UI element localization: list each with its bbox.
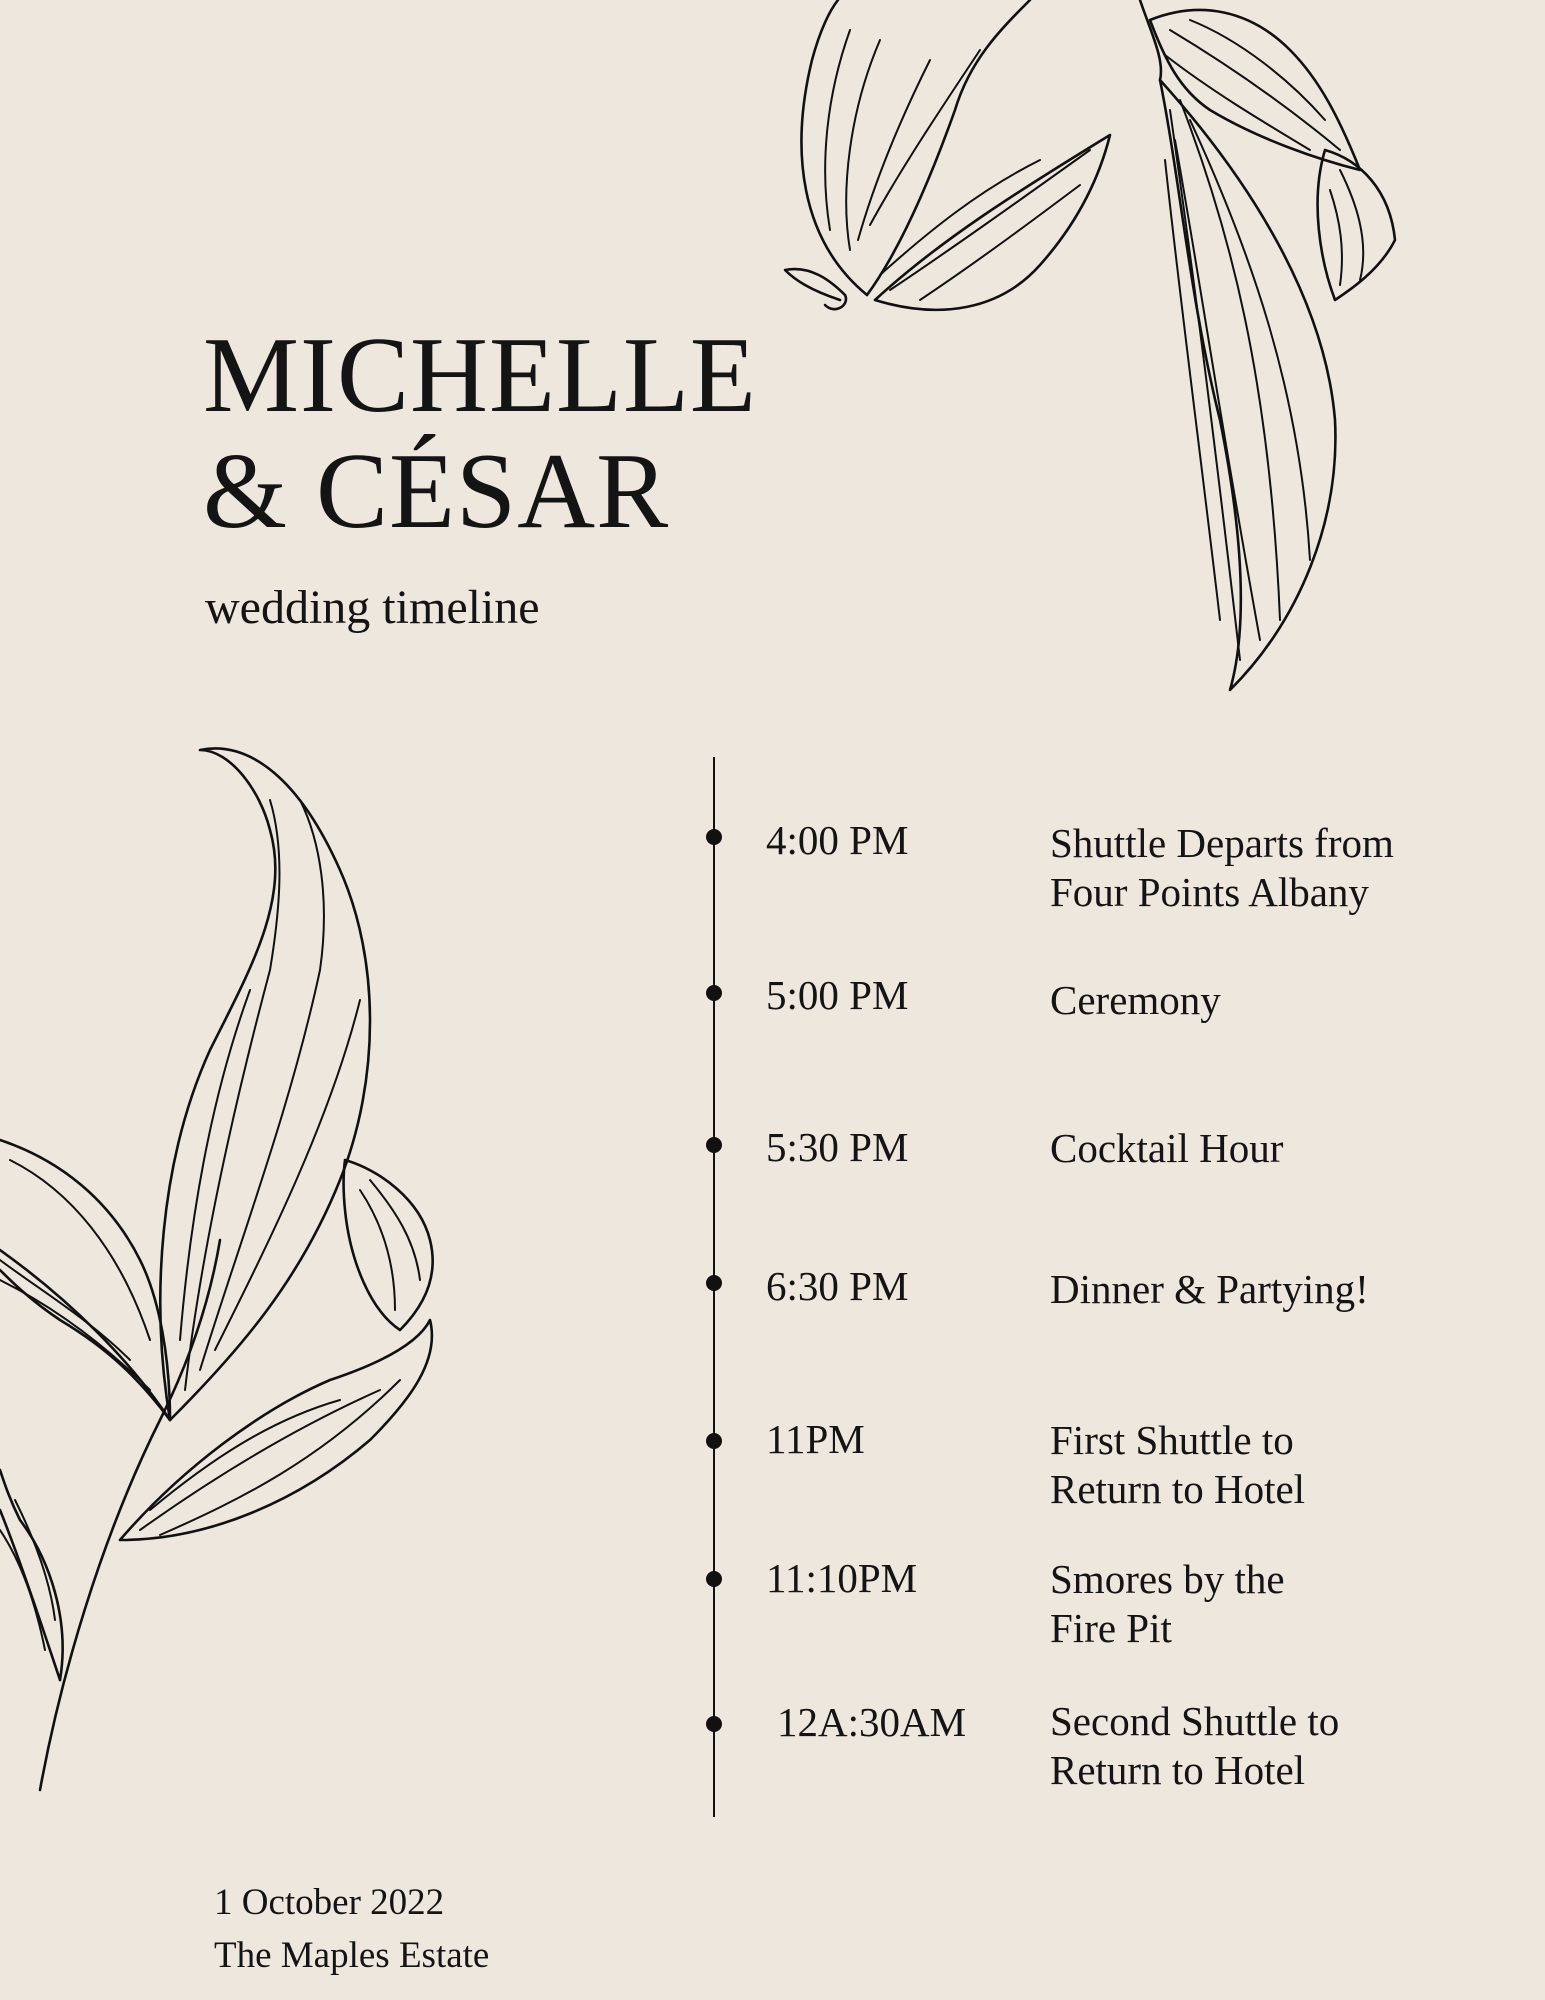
timeline-time: 4:00 PM (766, 817, 909, 863)
timeline-dot (706, 829, 722, 845)
timeline-time: 12A:30AM (777, 1699, 967, 1745)
event-line: Smores by the (1050, 1556, 1285, 1602)
timeline-time: 11:10PM (766, 1555, 918, 1601)
timeline-dot (706, 985, 722, 1001)
timeline-dot (706, 1716, 722, 1732)
event-line: Dinner & Partying! (1050, 1266, 1369, 1312)
event-line: Fire Pit (1050, 1605, 1172, 1651)
event-line: Cocktail Hour (1050, 1125, 1284, 1171)
event-line: Return to Hotel (1050, 1747, 1306, 1793)
timeline-time: 5:30 PM (766, 1124, 909, 1170)
leaf-illustration-left (0, 740, 460, 1800)
event-details-footer (214, 1876, 489, 1982)
event-line: First Shuttle to (1050, 1417, 1294, 1463)
timeline-dot (706, 1275, 722, 1291)
title-line-1: MICHELLE (203, 316, 757, 435)
title-line-2: & CÉSAR (203, 432, 670, 551)
timeline-event (1050, 976, 1221, 1025)
timeline-dot (706, 1137, 722, 1153)
subtitle: wedding timeline (205, 581, 540, 634)
timeline-time: 5:00 PM (766, 972, 909, 1018)
event-date: 1 October 2022 (214, 1882, 445, 1923)
event-line: Four Points Albany (1050, 869, 1369, 915)
timeline-event (1050, 1416, 1305, 1514)
event-line: Shuttle Departs from (1050, 820, 1394, 866)
timeline-event (1050, 1697, 1339, 1795)
timeline-dot (706, 1571, 722, 1587)
timeline-time: 11PM (766, 1416, 865, 1462)
timeline-event (1050, 1124, 1283, 1173)
event-venue: The Maples Estate (214, 1935, 490, 1976)
leaf-illustration-top (780, 0, 1420, 700)
timeline-dot (706, 1433, 722, 1449)
timeline-event (1050, 819, 1394, 917)
timeline-time: 6:30 PM (766, 1263, 909, 1309)
couple-names-title (203, 318, 757, 550)
event-line: Second Shuttle to (1050, 1698, 1340, 1744)
event-line: Ceremony (1050, 977, 1221, 1023)
timeline-event (1050, 1555, 1285, 1653)
event-line: Return to Hotel (1050, 1466, 1306, 1512)
timeline-event (1050, 1265, 1369, 1314)
